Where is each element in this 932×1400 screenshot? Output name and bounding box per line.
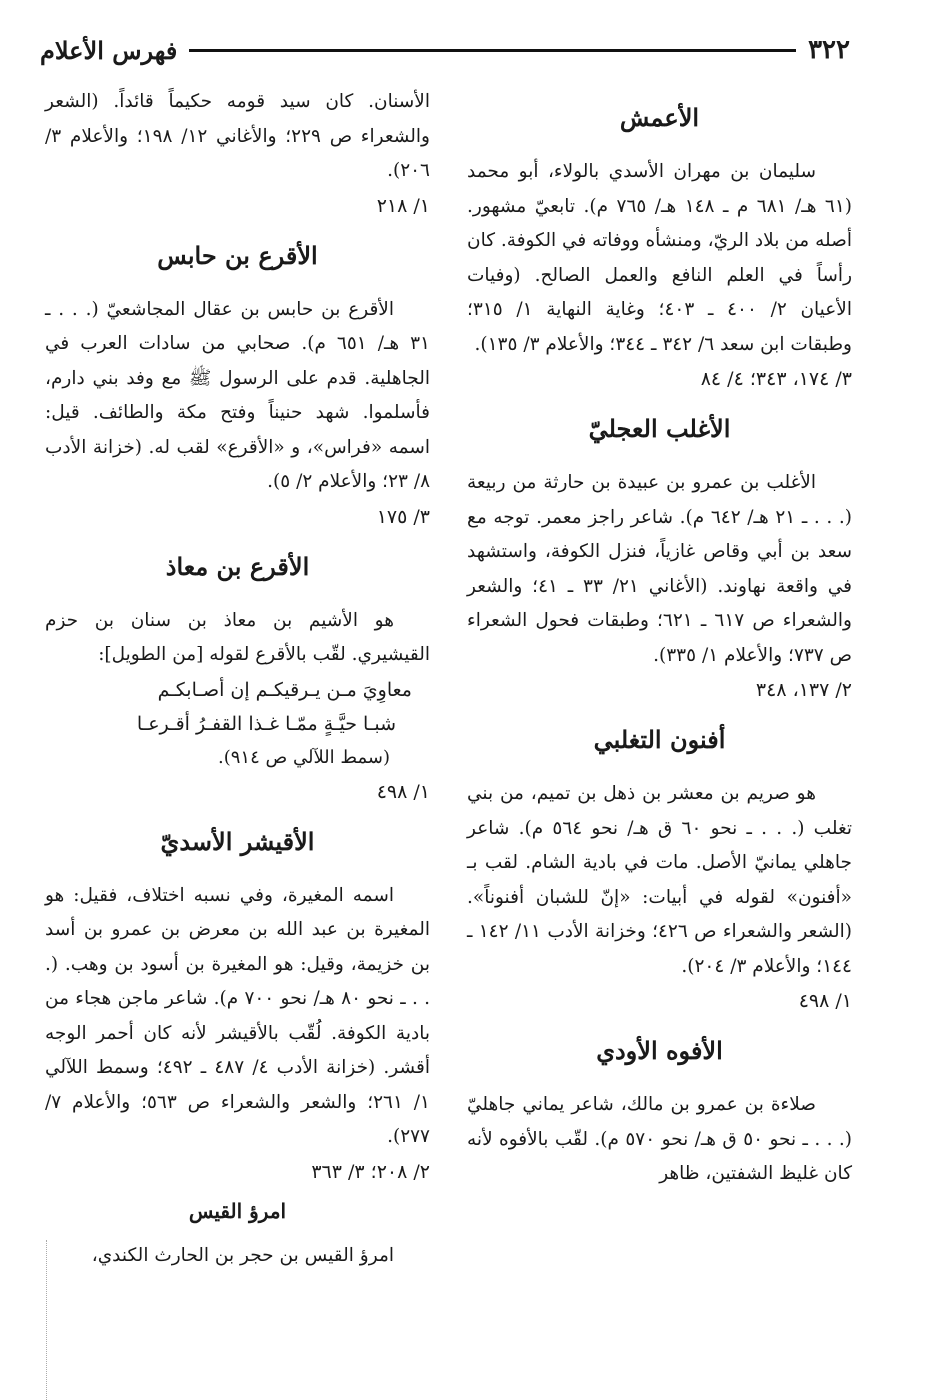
entry-body: هو صريم بن معشر بن ذهل بن تميم، من بني تغلب (. . . ـ نحو ٦٠ ق هـ/ نحو ٥٦٤ م). شاعر جاهلي يمانيّ الأصل. مات في بادية الشام. لقب بـ «أفنون» لقوله في أبيات: «إنّ للشبان أفنوناً». (الشعر والشعراء ص ٤٢٦؛ وخزانة الأدب ١١/ ١٤٢ ـ ١٤٤؛ والأعلام ٣/ ٢٠٤).: [467, 783, 853, 977]
entry-page-ref: ٢/ ١٣٧، ٣٤٨: [755, 679, 852, 701]
page-header: [40, 30, 850, 70]
continuation-body: الأسنان. كان سيد قومه حكيماً قائداً. (الشعر والشعراء ص ٢٢٩؛ والأغاني ١٢/ ١٩٨؛ والأعلام ٣/ ٢٠٦).: [45, 91, 430, 181]
entry-title: الأغلب العجليّ: [588, 414, 731, 443]
entry-al-aghlab: [467, 410, 852, 707]
entry-page-ref: ١/ ٤٩٨: [798, 990, 852, 1012]
verse-line-2: شبـا حيَّـةٍ ممّـا غـذا القفـرُ أقـرعـا: [136, 712, 396, 735]
entry-title: الأعمش: [619, 103, 700, 132]
entry-page-ref: ١/ ٢١٨: [376, 194, 430, 217]
verse-line-1: معاوِيَ مـن يـرقيكـم إن أصـابكـم: [157, 678, 412, 701]
entry-afnun: [467, 721, 852, 1018]
entry-body: هو الأشيم بن معاذ بن سنان بن حزم القيشيري. لقّب بالأقرع لقوله [من الطويل]:: [45, 609, 430, 665]
entry-title: الأقيشر الأسديّ: [160, 826, 315, 856]
entry-al-aqra-ibn-habis: [45, 237, 430, 534]
entry-title: الأقرع بن معاذ: [165, 551, 310, 581]
entry-body: صلاءة بن عمرو بن مالك، شاعر يماني جاهليّ (. . . ـ نحو ٥٠ ق هـ/ نحو ٥٧٠ م). لقّب بالأفوه لأنه كان غليظ الشفتين، ظاهر: [467, 1094, 852, 1184]
entry-page-ref: ٣/ ١٧٤، ٣٤٣؛ ٤/ ٨٤: [700, 368, 852, 390]
margin-dotted-line: [46, 1240, 49, 1400]
entry-al-afwah: [467, 1032, 852, 1192]
page-number: ٣٢٢: [808, 35, 850, 65]
entry-continuation: [45, 85, 430, 223]
entry-al-amash: [467, 99, 852, 396]
entry-imru-al-qays: [45, 1195, 430, 1274]
verse-source: (سمط اللآلي ص ٩١٤).: [217, 746, 390, 768]
entry-body: سليمان بن مهران الأسدي بالولاء، أبو محمد (٦١ هـ/ ٦٨١ م ـ ١٤٨ هـ/ ٧٦٥ م). تابعيّ مشهور. أصله من بلاد الريّ، ومنشأه ووفاته في الكوفة. كان رأساً في العلم النافع والعمل الصالح. (وفيات الأعيان ٢/ ٤٠٠ ـ ٤٠٣؛ وغاية النهاية ١/ ٣١٥؛ وطبقات ابن سعد ٦/ ٣٤٢ ـ ٣٤٤؛ والأعلام ٣/ ١٣٥).: [467, 161, 853, 355]
entry-title: الأقرع بن حابس: [157, 240, 318, 270]
entry-body: اسمه المغيرة، وفي نسبه اختلاف، فقيل: هو المغيرة بن عبد الله بن معرض بن عمرو بن أسد بن خزيمة، وقيل: هو المغيرة بن أسود بن وهب. (. . . ـ نحو ٨٠ هـ/ نحو ٧٠٠ م). شاعر ماجن هجاء من بادية الكوفة. لُقّب بالأقيشر لأنه كان أحمر الوجه أقشر. (خزانة الأدب ٤/ ٤٨٧ ـ ٤٩٢؛ وسمط اللآلي ١/ ٢٦١؛ والشعر والشعراء ص ٥٦٣؛ والأعلام ٧/ ٢٧٧).: [45, 884, 430, 1147]
right-column: [467, 85, 852, 1192]
entry-body: الأقرع بن حابس بن عقال المجاشعيّ (. . . ـ ٣١ هـ/ ٦٥١ م). صحابي من سادات العرب في الجاهلية. قدم على الرسول ﷺ مع وفد بني دارم، فأسلموا. شهد حنيناً وفتح مكة والطائف. قيل: اسمه «فراس»، و «الأقرع» لقب له. (خزانة الأدب ٨/ ٢٣؛ والأعلام ٢/ ٥).: [45, 298, 430, 492]
entry-page-ref: ٢/ ٢٠٨؛ ٣/ ٣٦٣: [311, 1160, 430, 1183]
running-title: فهرس الأعلام: [40, 35, 178, 65]
entry-al-uqayshir: [45, 823, 430, 1189]
entry-title: امرؤ القيس: [188, 1198, 287, 1223]
entry-title: الأفوه الأودي: [596, 1036, 723, 1065]
entry-al-aqra-ibn-muadh: [45, 548, 430, 809]
entry-page-ref: ٣/ ١٧٥: [376, 505, 430, 528]
header-rule: [189, 49, 796, 52]
entry-title: أفنون التغلبي: [593, 725, 726, 754]
entry-page-ref: ١/ ٤٩٨: [376, 780, 430, 803]
entry-body: امرؤ القيس بن حجر بن الحارث الكندي،: [91, 1244, 394, 1266]
entry-body: الأغلب بن عمرو بن عبيدة بن حارثة من ربيعة (. . . ـ ٢١ هـ/ ٦٤٢ م). شاعر راجز معمر. توجه مع سعد بن أبي وقاص غازياً، فنزل الكوفة، واستشهد في واقعة نهاوند. (الأغاني ٢١/ ٣٣ ـ ٤١؛ والشعر والشعراء ص ٦١٧ ـ ٦٢١؛ وطبقات فحول الشعراء ص ٧٣٧؛ والأعلام ١/ ٣٣٥).: [467, 472, 853, 666]
left-column: [45, 85, 430, 1273]
